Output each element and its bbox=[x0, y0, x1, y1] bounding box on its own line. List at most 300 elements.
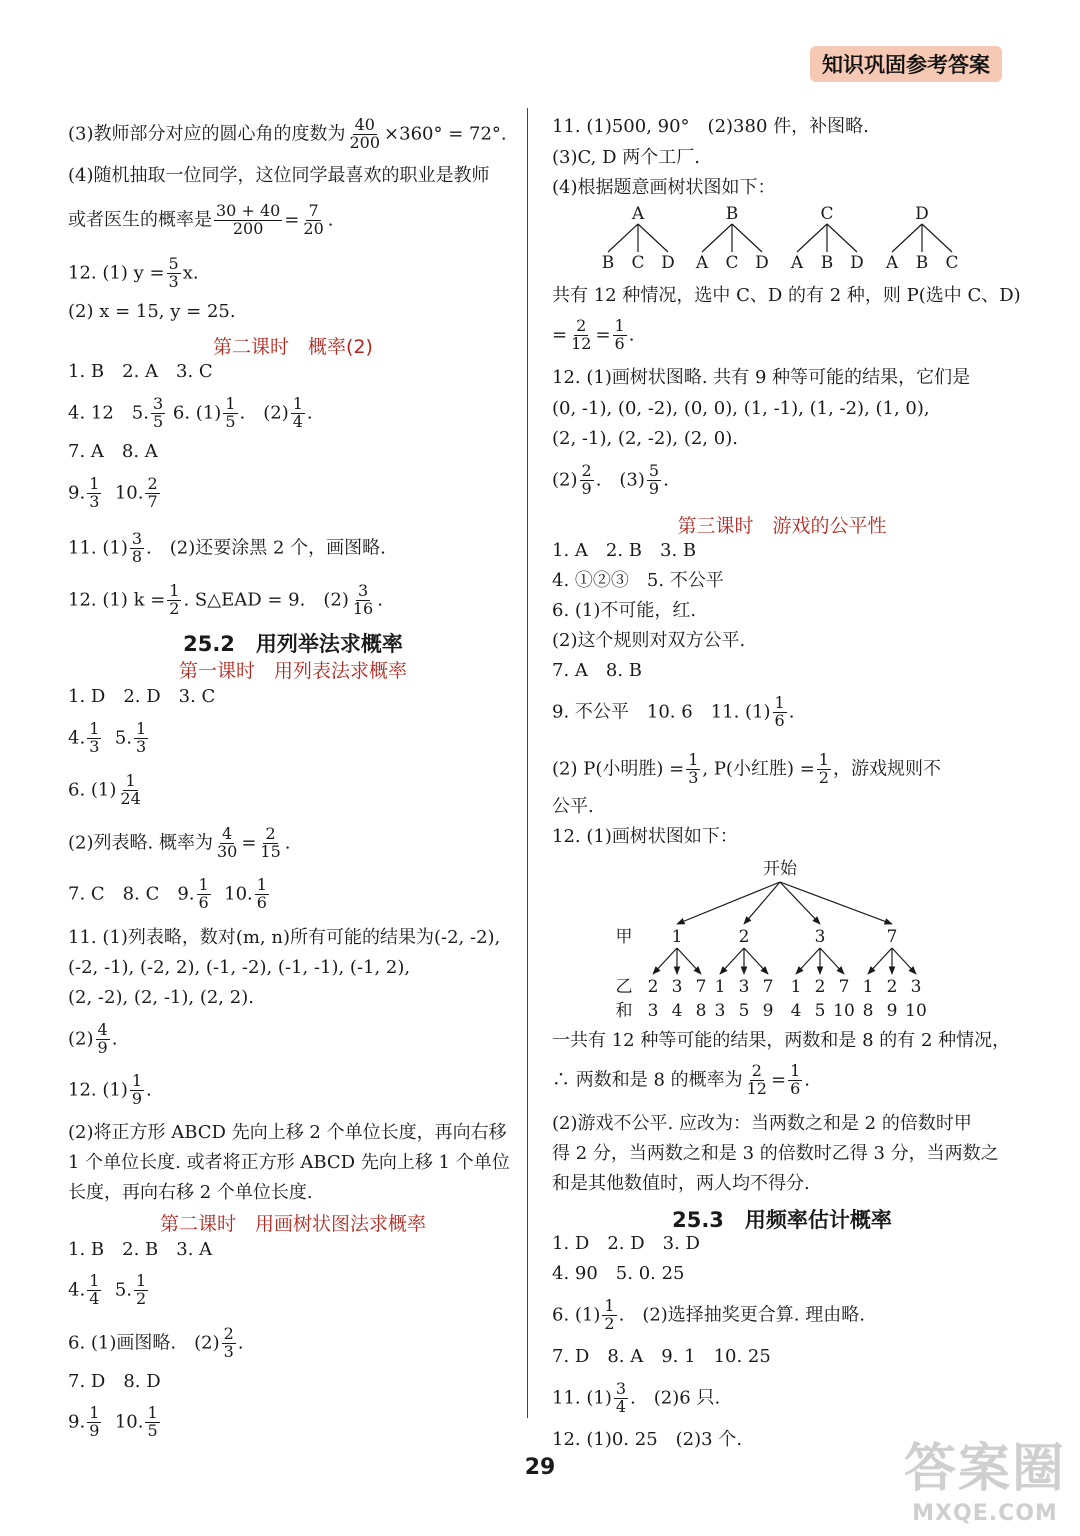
denominator: 3 bbox=[223, 1341, 234, 1361]
tree-leaf-node: C bbox=[725, 253, 739, 273]
fraction bbox=[602, 1298, 616, 1333]
text: . S△EAD = 9. (2) bbox=[183, 589, 349, 611]
answer-line bbox=[68, 1326, 244, 1361]
text: (3)教师部分对应的圆心角的度数为 bbox=[68, 123, 346, 145]
denominator: 12 bbox=[746, 1078, 767, 1098]
row-label: 乙 bbox=[615, 977, 633, 997]
text: . bbox=[663, 469, 669, 491]
numerator: 2 bbox=[751, 1061, 762, 1080]
tree-diagram-letters bbox=[552, 202, 992, 274]
tree-root-node: B bbox=[725, 204, 739, 224]
tree-arrow bbox=[796, 948, 820, 974]
fraction bbox=[788, 1063, 802, 1098]
answer-line: (2)将正方形 ABCD 先向上移 2 个单位长度，再向右移 bbox=[68, 1122, 507, 1143]
numerator: 1 bbox=[89, 719, 100, 738]
answer-line: (2, -1), (2, -2), (2, 0). bbox=[552, 428, 738, 449]
fraction bbox=[145, 476, 159, 511]
tree-second-node: 2 bbox=[647, 977, 659, 997]
tree-branch bbox=[922, 224, 952, 252]
numerator: 1 bbox=[131, 1071, 143, 1090]
answer-line: 1. B 2. B 3. A bbox=[68, 1239, 213, 1260]
fraction bbox=[301, 203, 325, 238]
tree-second-node: 2 bbox=[814, 977, 826, 997]
page-number: 29 bbox=[524, 1455, 556, 1480]
answer-line bbox=[68, 117, 507, 152]
denominator: 3 bbox=[168, 271, 179, 291]
answer-line bbox=[552, 318, 634, 353]
text: (2) bbox=[68, 1028, 94, 1050]
denominator: 24 bbox=[120, 788, 141, 808]
column-divider bbox=[527, 108, 528, 1418]
tree-leaf-node: A bbox=[885, 253, 899, 273]
denominator: 3 bbox=[136, 736, 147, 756]
denominator: 16 bbox=[352, 598, 374, 618]
numerator: 1 bbox=[147, 1403, 158, 1422]
answer-line: 长度，再向右移 2 个单位长度. bbox=[68, 1182, 313, 1203]
fraction bbox=[96, 1022, 110, 1057]
numerator: 1 bbox=[818, 750, 829, 769]
tree-second-node: 7 bbox=[695, 977, 707, 997]
answer-line: 1. B 2. A 3. C bbox=[68, 361, 213, 382]
tree-leaf-node: C bbox=[631, 253, 645, 273]
denominator: 9 bbox=[648, 478, 660, 498]
denominator: 9 bbox=[89, 1420, 100, 1440]
tree-sum-node: 3 bbox=[714, 1001, 726, 1021]
answer-line: (2, -2), (2, -1), (2, 2). bbox=[68, 987, 254, 1008]
tree-root-node: D bbox=[915, 204, 929, 224]
tree-leaf-node: A bbox=[695, 253, 709, 273]
answer-line bbox=[552, 695, 794, 730]
tree-branch bbox=[702, 224, 732, 252]
tree-sum-node: 5 bbox=[814, 1001, 826, 1021]
fraction bbox=[130, 1073, 144, 1108]
answer-line: 12. (1)0. 25 (2)3 个. bbox=[552, 1429, 743, 1450]
answer-line: 12. (1)画树状图略. 共有 9 种等可能的结果，它们是 bbox=[552, 367, 971, 388]
numerator: 1 bbox=[89, 474, 100, 493]
numerator: 3 bbox=[615, 1379, 627, 1398]
numerator: 1 bbox=[136, 1271, 147, 1290]
answer-line: (0, -1), (0, -2), (0, 0), (1, -1), (1, -2), (1, 0), bbox=[552, 398, 930, 419]
fraction bbox=[215, 826, 239, 861]
section-title: 25.3 用频率估计概率 bbox=[672, 1208, 892, 1232]
text: 或者医生的概率是 bbox=[68, 209, 212, 231]
numerator: 3 bbox=[357, 581, 369, 600]
fraction bbox=[614, 1381, 628, 1416]
tree-leaf-node: B bbox=[601, 253, 615, 273]
tree-branch bbox=[797, 224, 827, 252]
text: 10. bbox=[114, 482, 144, 504]
denominator: 4 bbox=[292, 411, 303, 431]
tree-second-node: 1 bbox=[790, 977, 802, 997]
text: 9. 不公平 10. 6 11. (1) bbox=[552, 701, 771, 723]
answer-line bbox=[552, 752, 941, 787]
tree-second-node: 7 bbox=[838, 977, 850, 997]
denominator: 12 bbox=[571, 333, 592, 353]
fraction bbox=[817, 752, 831, 787]
answer-line: 1 个单位长度. 或者将正方形 ABCD 先向上移 1 个单位 bbox=[68, 1152, 510, 1173]
text: . (2)6 只. bbox=[630, 1387, 721, 1409]
text: (2)列表略. 概率为 bbox=[68, 832, 213, 854]
text: 11. (1) bbox=[68, 537, 128, 559]
fraction bbox=[348, 117, 383, 152]
row-label: 和 bbox=[615, 1001, 633, 1021]
text: (2) bbox=[552, 469, 578, 491]
answer-line bbox=[68, 1273, 150, 1308]
answer-line bbox=[68, 1073, 152, 1108]
tree-start-node: 开始 bbox=[763, 859, 797, 879]
answer-line bbox=[68, 773, 145, 808]
denominator: 2 bbox=[169, 598, 180, 618]
answer-line: 11. (1)列表略，数对(m, n)所有可能的结果为(-2, -2), bbox=[68, 927, 501, 948]
tree-leaf-node: B bbox=[915, 253, 929, 273]
denominator: 8 bbox=[131, 546, 143, 566]
tree-branch bbox=[827, 224, 857, 252]
answer-line bbox=[68, 721, 150, 756]
text: . bbox=[146, 1079, 152, 1101]
tree-arrow bbox=[744, 882, 780, 924]
text: , P(小红胜) = bbox=[702, 758, 815, 780]
tree-root-node: A bbox=[631, 204, 645, 224]
watermark-logo bbox=[904, 1426, 1066, 1526]
fraction bbox=[167, 583, 181, 618]
answer-line: 7. A 8. A bbox=[68, 441, 158, 462]
tree-arrow bbox=[868, 948, 892, 974]
text: 5. bbox=[114, 1279, 133, 1301]
lesson-title: 第二课时 用画树状图法求概率 bbox=[159, 1213, 426, 1235]
numerator: 5 bbox=[648, 461, 660, 480]
fraction bbox=[291, 396, 305, 431]
denominator: 2 bbox=[136, 1288, 147, 1308]
tree-sum-node: 3 bbox=[647, 1001, 659, 1021]
answer-line: (2) x = 15, y = 25. bbox=[68, 301, 236, 322]
numerator: 3 bbox=[152, 394, 164, 413]
fraction bbox=[258, 826, 282, 861]
fraction bbox=[613, 318, 627, 353]
text: 6. (1)画图略. (2) bbox=[68, 1332, 220, 1354]
header-badge: 知识巩固参考答案 bbox=[810, 46, 1002, 82]
denominator: 20 bbox=[303, 218, 324, 238]
tree-sum-node: 10 bbox=[905, 1001, 927, 1021]
numerator: 40 bbox=[354, 115, 375, 134]
tree-root-node: C bbox=[820, 204, 834, 224]
text: 12. (1) k = bbox=[68, 589, 166, 611]
tree-sum-node: 4 bbox=[671, 1001, 683, 1021]
fraction bbox=[87, 476, 101, 511]
denominator: 9 bbox=[581, 478, 592, 498]
numerator: 2 bbox=[576, 316, 587, 335]
answer-line bbox=[68, 583, 383, 618]
tree-first-node: 1 bbox=[671, 927, 683, 947]
answer-line bbox=[68, 203, 333, 238]
tree-sum-node: 4 bbox=[790, 1001, 802, 1021]
answer-line bbox=[68, 1405, 162, 1440]
numerator: 1 bbox=[89, 1403, 100, 1422]
text: 9. bbox=[68, 482, 86, 504]
answer-line: 得 2 分，当两数之和是 3 的倍数时乙得 3 分，当两数之 bbox=[552, 1143, 999, 1164]
numerator: 2 bbox=[223, 1324, 234, 1343]
text: (2) P(小明胜) = bbox=[552, 758, 685, 780]
answer-line: 6. (1)不可能，红. bbox=[552, 600, 697, 621]
tree-branch bbox=[638, 224, 668, 252]
text: = bbox=[241, 832, 257, 854]
denominator: 15 bbox=[260, 841, 281, 861]
denominator: 3 bbox=[89, 491, 100, 511]
tree-sum-node: 5 bbox=[738, 1001, 750, 1021]
denominator: 6 bbox=[774, 710, 785, 730]
numerator: 1 bbox=[256, 875, 267, 894]
tree-arrow bbox=[780, 882, 892, 924]
denominator: 4 bbox=[615, 1396, 627, 1416]
fraction bbox=[87, 721, 101, 756]
fraction bbox=[647, 463, 661, 498]
numerator: 5 bbox=[168, 254, 179, 273]
tree-sum-node: 10 bbox=[833, 1001, 855, 1021]
answer-line bbox=[68, 531, 386, 566]
text: x. bbox=[182, 262, 199, 284]
answer-line: (3)C, D 两个工厂. bbox=[552, 147, 700, 168]
text: 11. (1) bbox=[552, 1387, 612, 1409]
fraction bbox=[118, 773, 142, 808]
numerator: 1 bbox=[169, 581, 180, 600]
denominator: 9 bbox=[131, 1088, 143, 1108]
tree-first-node: 7 bbox=[886, 927, 898, 947]
tree-leaf-node: D bbox=[661, 253, 675, 273]
fraction bbox=[580, 463, 594, 498]
fraction bbox=[130, 531, 144, 566]
answer-line bbox=[552, 1381, 720, 1416]
tree-second-node: 2 bbox=[886, 977, 898, 997]
numerator: 4 bbox=[97, 1020, 108, 1039]
answer-line: 1. D 2. D 3. D bbox=[552, 1233, 700, 1254]
answer-line bbox=[68, 476, 162, 511]
tree-second-node: 1 bbox=[862, 977, 874, 997]
text: . bbox=[377, 589, 383, 611]
text: 12. (1) bbox=[68, 1079, 128, 1101]
text: ，游戏规则不 bbox=[832, 758, 941, 780]
answer-line: 和是其他数值时，两人均不得分. bbox=[552, 1173, 810, 1194]
answer-line: 共有 12 种情况，选中 C、D 的有 2 种，则 P(选中 C、D) bbox=[552, 285, 1021, 306]
tree-leaf-node: D bbox=[850, 253, 864, 273]
text: 6. (1) bbox=[172, 402, 222, 424]
tree-first-node: 3 bbox=[814, 927, 826, 947]
text: = bbox=[595, 324, 611, 346]
fraction bbox=[134, 1273, 148, 1308]
lesson-title: 第三课时 游戏的公平性 bbox=[677, 515, 887, 537]
tree-first-node: 2 bbox=[738, 927, 750, 947]
text: . bbox=[788, 701, 795, 723]
text: ∴ 两数和是 8 的概率为 bbox=[552, 1069, 743, 1091]
answer-line: 11. (1)500, 90° (2)380 件，补图略. bbox=[552, 116, 869, 137]
numerator: 1 bbox=[604, 1296, 615, 1315]
tree-second-node: 3 bbox=[738, 977, 750, 997]
answer-line: 7. D 8. A 9. 1 10. 25 bbox=[552, 1346, 771, 1367]
answer-line: (2)这个规则对双方公平. bbox=[552, 630, 746, 651]
watermark-text: 答案圈 bbox=[903, 1439, 1066, 1499]
numerator: 1 bbox=[688, 750, 699, 769]
text: 4. bbox=[68, 1279, 86, 1301]
numerator: 1 bbox=[125, 771, 136, 790]
denominator: 4 bbox=[89, 1288, 100, 1308]
numerator: 30 + 40 bbox=[216, 201, 281, 220]
denominator: 30 bbox=[216, 841, 238, 861]
tree-sum-node: 9 bbox=[762, 1001, 774, 1021]
numerator: 7 bbox=[308, 201, 319, 220]
numerator: 1 bbox=[225, 394, 236, 413]
fraction bbox=[134, 721, 148, 756]
tree-second-node: 3 bbox=[910, 977, 922, 997]
tree-second-node: 3 bbox=[671, 977, 683, 997]
section-title: 25.2 用列举法求概率 bbox=[183, 632, 403, 656]
answer-line: 4. 90 5. 0. 25 bbox=[552, 1263, 685, 1284]
denominator: 2 bbox=[604, 1313, 615, 1333]
text: . bbox=[284, 832, 291, 854]
text: . (2)选择抽奖更合算. 理由略. bbox=[618, 1304, 865, 1326]
text: 10. bbox=[224, 883, 253, 905]
answer-line: 7. A 8. B bbox=[552, 660, 643, 681]
answer-line: 4. ①②③ 5. 不公平 bbox=[552, 570, 724, 591]
numerator: 1 bbox=[774, 693, 785, 712]
tree-arrow bbox=[677, 882, 780, 924]
fraction bbox=[773, 695, 787, 730]
tree-arrow bbox=[780, 882, 820, 924]
numerator: 1 bbox=[198, 875, 209, 894]
tree-arrow bbox=[892, 948, 916, 974]
fraction bbox=[745, 1063, 769, 1098]
numerator: 1 bbox=[89, 1271, 100, 1290]
numerator: 1 bbox=[614, 316, 625, 335]
fraction bbox=[223, 396, 237, 431]
fraction bbox=[222, 1326, 236, 1361]
answer-line: 12. (1)画树状图如下： bbox=[552, 826, 738, 847]
tree-branch bbox=[732, 224, 762, 252]
lesson-title: 第二课时 概率(2) bbox=[213, 336, 373, 358]
answer-line: (2)游戏不公平. 应改为：当两数之和是 2 的倍数时甲 bbox=[552, 1113, 972, 1134]
tree-arrow bbox=[677, 948, 701, 974]
fraction bbox=[686, 752, 700, 787]
text: . (2)还要涂黑 2 个，画图略. bbox=[146, 537, 386, 559]
answer-line: 7. D 8. D bbox=[68, 1371, 161, 1392]
tree-arrow bbox=[744, 948, 768, 974]
row-label: 甲 bbox=[615, 927, 633, 947]
text: 6. (1) bbox=[68, 779, 117, 801]
text: . bbox=[306, 402, 313, 424]
denominator: 6 bbox=[198, 892, 209, 912]
denominator: 5 bbox=[147, 1420, 158, 1440]
denominator: 200 bbox=[349, 132, 381, 152]
tree-sum-node: 8 bbox=[862, 1001, 874, 1021]
denominator: 200 bbox=[232, 218, 264, 238]
text: ×360° = 72°. bbox=[384, 123, 507, 145]
text: . bbox=[327, 209, 334, 231]
answer-line bbox=[68, 1022, 117, 1057]
answer-line: (4)随机抽取一位同学，这位同学最喜欢的职业是教师 bbox=[68, 165, 490, 186]
denominator: 6 bbox=[614, 333, 625, 353]
text: 7. C 8. C 9. bbox=[68, 883, 195, 905]
text: 9. bbox=[68, 1411, 86, 1433]
fraction bbox=[145, 1405, 159, 1440]
text: = bbox=[552, 324, 568, 346]
denominator: 6 bbox=[790, 1078, 801, 1098]
tree-sum-node: 9 bbox=[886, 1001, 898, 1021]
text: 5. bbox=[114, 727, 133, 749]
tree-diagram-numbers bbox=[552, 852, 1012, 1024]
fraction bbox=[197, 877, 211, 912]
answer-line: 一共有 12 种等可能的结果，两数和是 8 的有 2 种情况， bbox=[552, 1030, 1011, 1051]
denominator: 3 bbox=[89, 736, 100, 756]
fraction bbox=[569, 318, 593, 353]
fraction bbox=[87, 1405, 101, 1440]
answer-line bbox=[68, 396, 313, 431]
text: . (2) bbox=[239, 402, 289, 424]
tree-leaf-node: A bbox=[790, 253, 804, 273]
answer-line: (4)根据题意画树状图如下： bbox=[552, 177, 776, 198]
text: . bbox=[628, 324, 635, 346]
tree-arrow bbox=[720, 948, 744, 974]
denominator: 3 bbox=[688, 767, 699, 787]
text: 4. bbox=[68, 727, 86, 749]
fraction bbox=[151, 396, 165, 431]
tree-branch bbox=[608, 224, 638, 252]
denominator: 7 bbox=[147, 491, 158, 511]
numerator: 4 bbox=[222, 824, 233, 843]
lesson-title: 第一课时 用列表法求概率 bbox=[178, 660, 407, 682]
numerator: 2 bbox=[265, 824, 276, 843]
tree-branch bbox=[892, 224, 922, 252]
tree-second-node: 7 bbox=[762, 977, 774, 997]
answer-line: 公平. bbox=[552, 796, 594, 817]
answer-line: (-2, -1), (-2, 2), (-1, -2), (-1, -1), (-1, 2), bbox=[68, 957, 411, 978]
text: = bbox=[770, 1069, 787, 1091]
watermark-url: MXQE.COM bbox=[912, 1501, 1058, 1526]
numerator: 1 bbox=[790, 1061, 801, 1080]
numerator: 2 bbox=[147, 474, 158, 493]
tree-arrow bbox=[653, 948, 677, 974]
text: . bbox=[111, 1028, 118, 1050]
text: . bbox=[804, 1069, 810, 1091]
numerator: 3 bbox=[131, 529, 143, 548]
denominator: 9 bbox=[97, 1037, 108, 1057]
numerator: 1 bbox=[292, 394, 303, 413]
answer-line bbox=[552, 1063, 810, 1098]
tree-arrow bbox=[820, 948, 844, 974]
fraction bbox=[167, 256, 181, 291]
answer-line bbox=[68, 877, 271, 912]
text: . bbox=[237, 1332, 244, 1354]
tree-sum-node: 8 bbox=[695, 1001, 707, 1021]
denominator: 5 bbox=[225, 411, 236, 431]
text: 4. 12 5. bbox=[68, 402, 149, 424]
answer-line: 1. A 2. B 3. B bbox=[552, 540, 697, 561]
answer-line bbox=[552, 1298, 865, 1333]
tree-leaf-node: C bbox=[945, 253, 959, 273]
tree-second-node: 1 bbox=[714, 977, 726, 997]
denominator: 5 bbox=[152, 411, 164, 431]
answer-line: 1. D 2. D 3. C bbox=[68, 686, 216, 707]
tree-leaf-node: D bbox=[755, 253, 769, 273]
answer-line bbox=[68, 826, 291, 861]
text: . (3) bbox=[595, 469, 645, 491]
denominator: 6 bbox=[256, 892, 267, 912]
numerator: 1 bbox=[136, 719, 147, 738]
fraction bbox=[87, 1273, 101, 1308]
answer-line bbox=[68, 256, 199, 291]
numerator: 2 bbox=[581, 461, 592, 480]
text: 12. (1) y = bbox=[68, 262, 165, 284]
answer-line bbox=[552, 463, 669, 498]
text: = bbox=[284, 209, 300, 231]
fraction bbox=[351, 583, 375, 618]
text: 10. bbox=[114, 1411, 144, 1433]
